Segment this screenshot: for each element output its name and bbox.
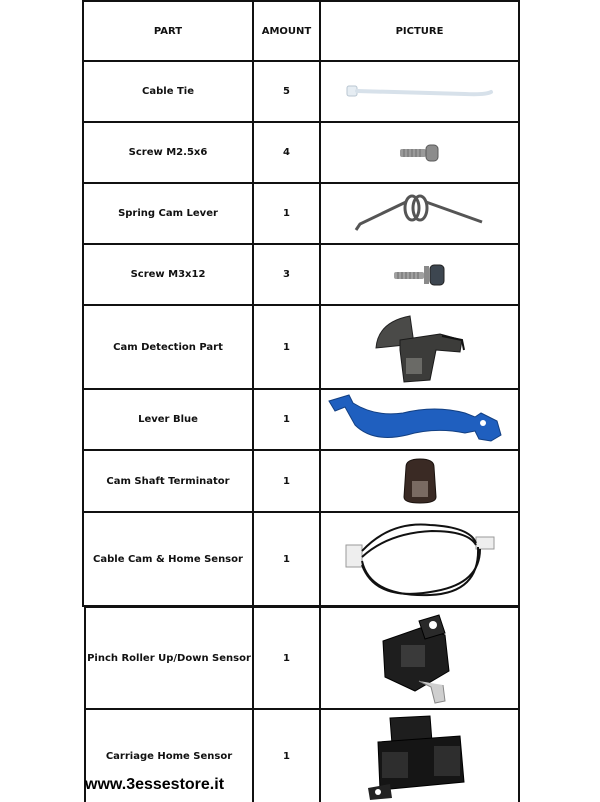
part-name: Screw M2.5x6 <box>84 123 254 182</box>
part-picture <box>321 306 518 388</box>
screw-washer-icon <box>392 263 448 287</box>
part-name: Cable Tie <box>84 62 254 121</box>
parts-table <box>82 0 520 607</box>
part-picture <box>321 62 518 121</box>
part-picture <box>321 513 518 605</box>
part-amount: 5 <box>254 62 321 121</box>
part-picture <box>321 710 518 802</box>
part-picture <box>321 390 518 449</box>
header-part: PART <box>84 2 254 60</box>
part-amount: 1 <box>254 710 321 802</box>
header-amount: AMOUNT <box>254 2 321 60</box>
part-picture <box>321 245 518 304</box>
part-name: Cable Cam & Home Sensor <box>84 513 254 605</box>
part-picture <box>321 608 518 708</box>
table-header-row <box>84 0 518 62</box>
cam-detection-part-icon <box>370 310 470 384</box>
cable-tie-icon <box>345 82 495 102</box>
parts-table-continued <box>84 606 520 802</box>
part-name: Pinch Roller Up/Down Sensor <box>86 608 254 708</box>
sensor-cable-icon <box>340 517 500 601</box>
part-amount: 1 <box>254 513 321 605</box>
part-picture <box>321 451 518 511</box>
part-amount: 1 <box>254 184 321 243</box>
part-name: Cam Detection Part <box>84 306 254 388</box>
table-row <box>84 390 518 451</box>
part-amount: 3 <box>254 245 321 304</box>
part-amount: 1 <box>254 306 321 388</box>
blue-lever-icon <box>325 391 515 449</box>
part-name: Screw M3x12 <box>84 245 254 304</box>
table-row <box>84 451 518 513</box>
table-row <box>86 606 518 710</box>
optical-sensor-icon <box>375 611 465 705</box>
website-footer: www.3essestore.it <box>85 776 225 793</box>
table-row <box>84 513 518 607</box>
spring-icon <box>350 192 490 236</box>
table-row <box>84 62 518 123</box>
table-row <box>84 123 518 184</box>
screw-icon <box>398 143 442 163</box>
optical-sensor-icon <box>360 712 480 800</box>
part-amount: 1 <box>254 608 321 708</box>
part-amount: 4 <box>254 123 321 182</box>
header-picture: PICTURE <box>395 25 444 37</box>
part-picture <box>321 184 518 243</box>
table-row <box>84 306 518 390</box>
part-picture <box>321 123 518 182</box>
table-row <box>84 245 518 306</box>
part-amount: 1 <box>254 390 321 449</box>
part-name: Cam Shaft Terminator <box>84 451 254 511</box>
part-name: Lever Blue <box>84 390 254 449</box>
part-name: Carriage Home Sensor <box>86 710 254 802</box>
part-amount: 1 <box>254 451 321 511</box>
part-name: Spring Cam Lever <box>84 184 254 243</box>
table-row <box>84 184 518 245</box>
cam-shaft-terminator-icon <box>400 457 440 505</box>
